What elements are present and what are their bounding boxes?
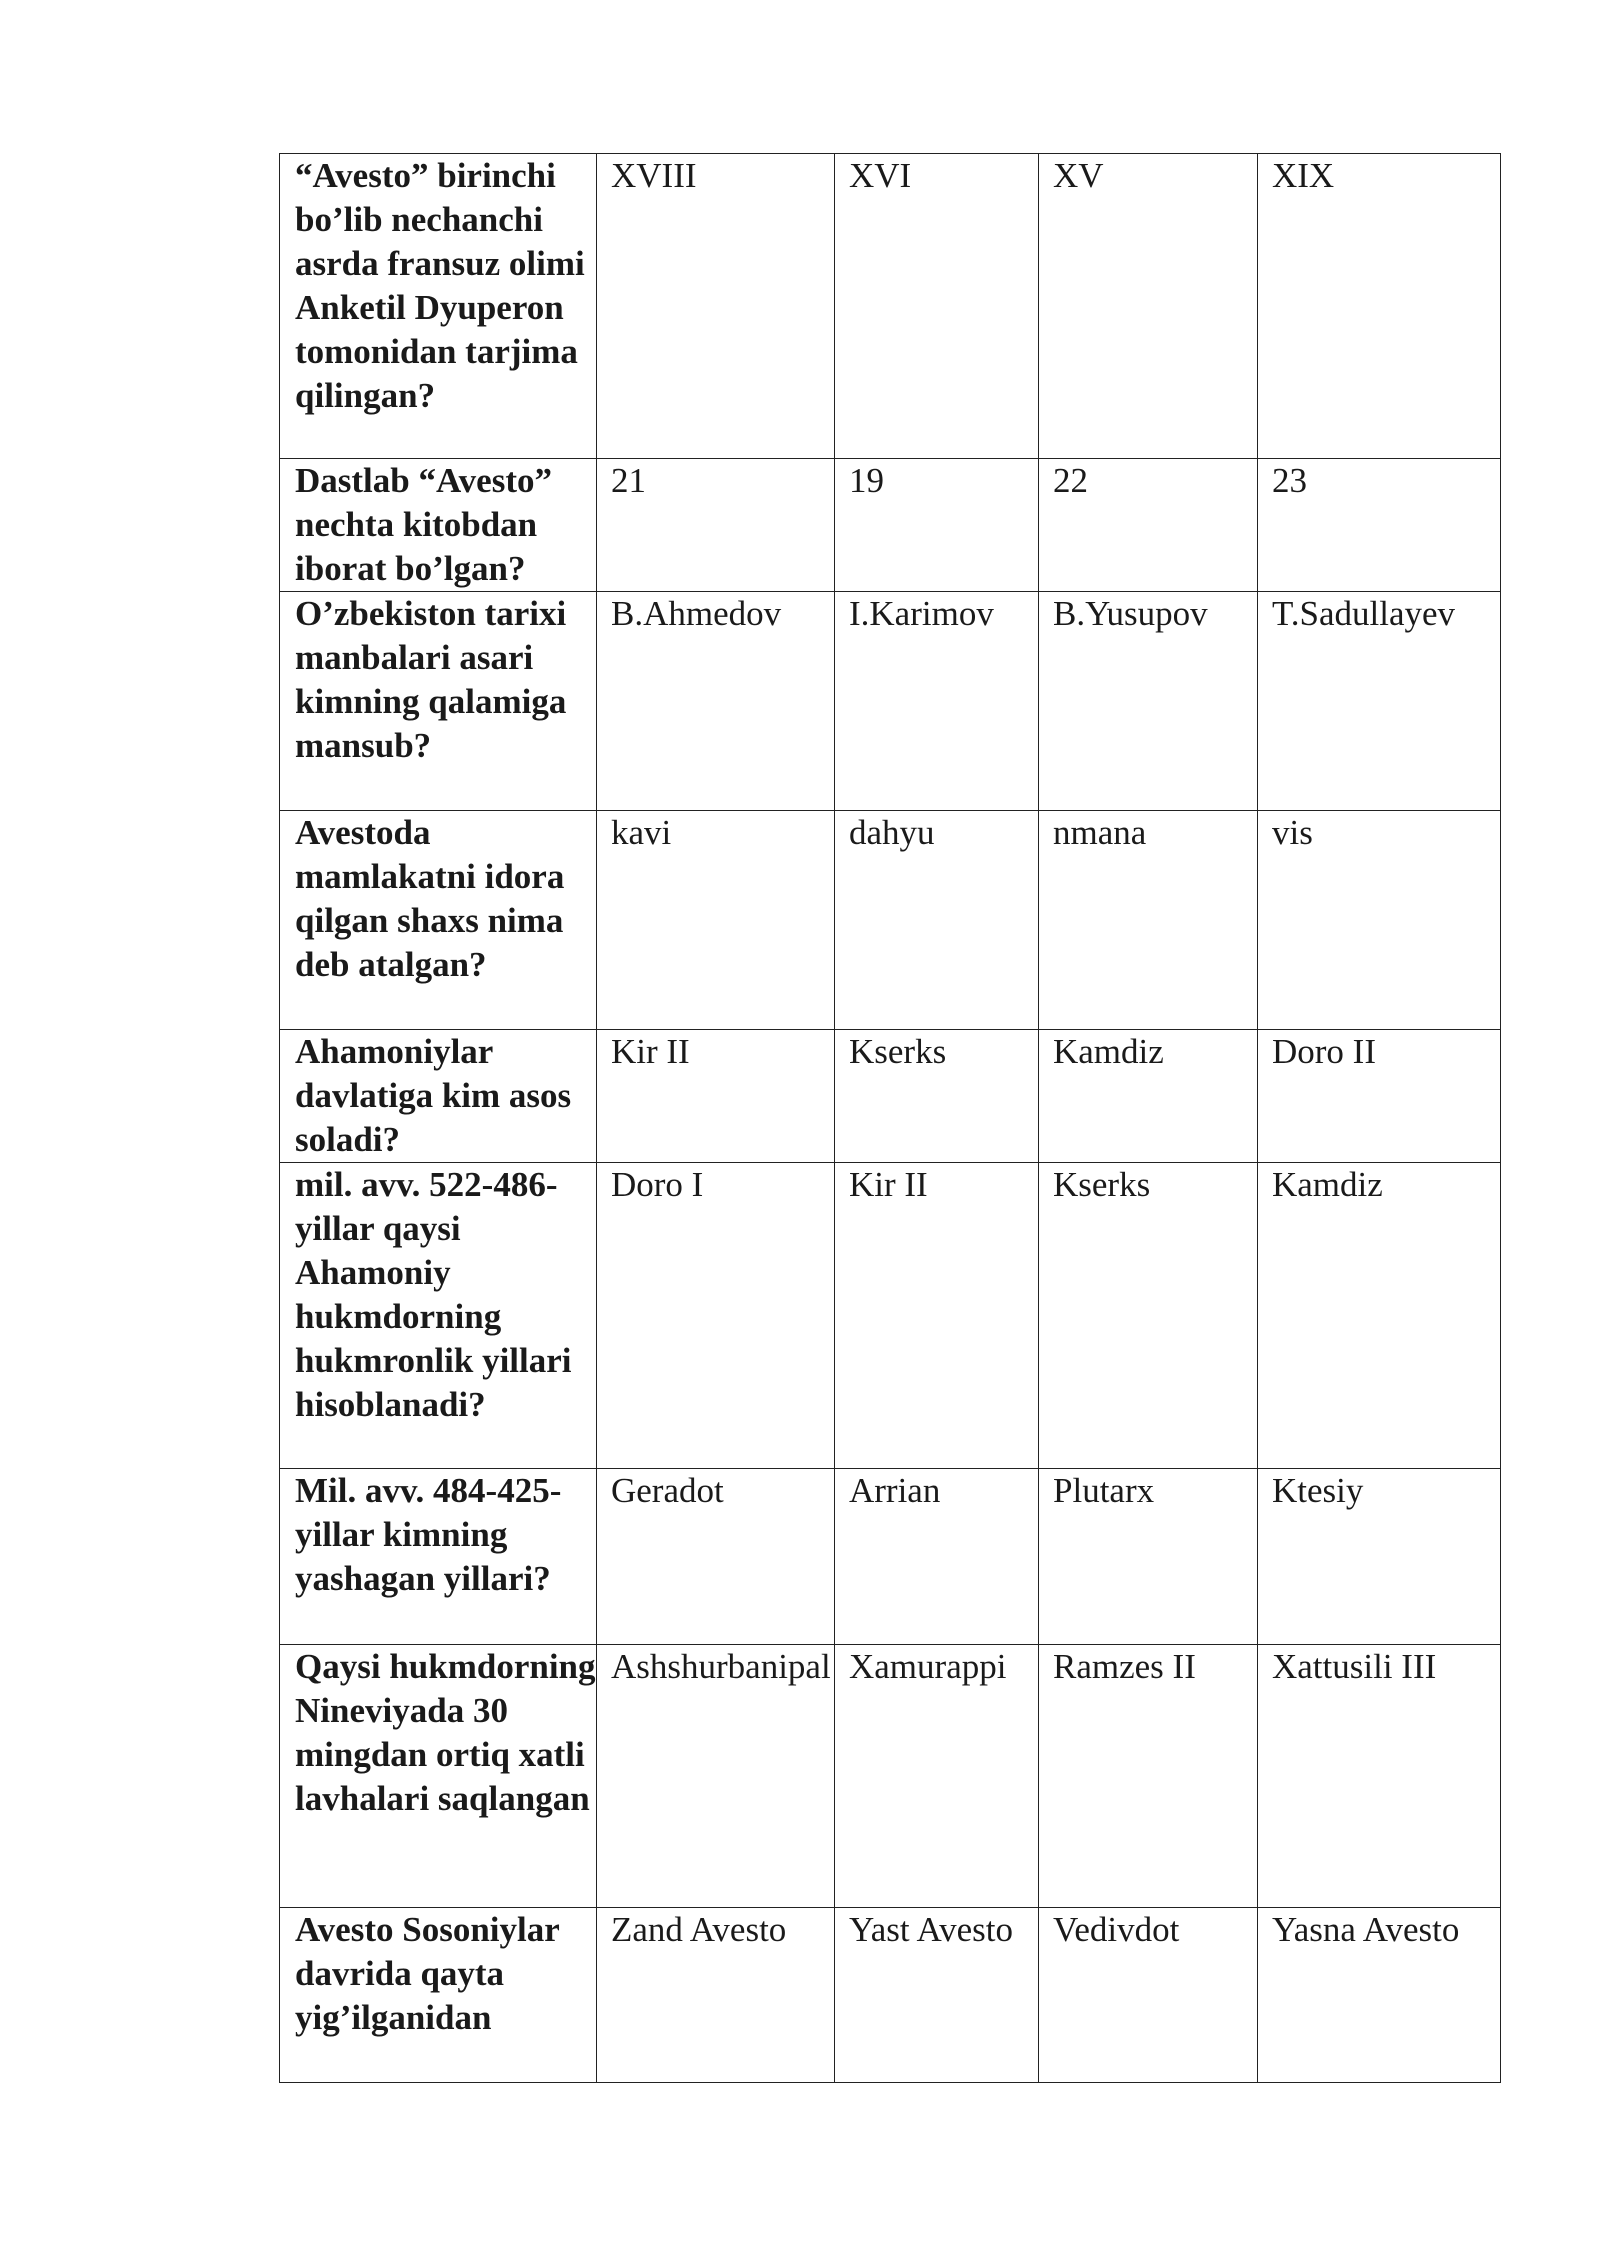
option-d-cell: T.Sadullayev (1258, 592, 1501, 811)
option-c-cell: Ramzes II (1039, 1645, 1258, 1908)
option-c-cell: 22 (1039, 459, 1258, 592)
option-d-cell: XIX (1258, 154, 1501, 459)
question-cell: mil. avv. 522-486-yillar qaysi Ahamoniy hukmdorning hukmronlik yillari hisoblanadi? (280, 1163, 597, 1469)
option-c-cell: XV (1039, 154, 1258, 459)
option-b-cell: Arrian (835, 1469, 1039, 1645)
option-a-cell: Geradot (597, 1469, 835, 1645)
option-b-cell: Xamurappi (835, 1645, 1039, 1908)
option-b-cell: XVI (835, 154, 1039, 459)
option-c-cell: nmana (1039, 811, 1258, 1030)
question-cell: Dastlab “Avesto” nechta kitobdan iborat bo’lgan? (280, 459, 597, 592)
table-row (280, 459, 1501, 592)
table-row (280, 1030, 1501, 1163)
quiz-table-body (280, 154, 1501, 2083)
option-a-cell: Doro I (597, 1163, 835, 1469)
question-cell: Ahamoniylar davlatiga kim asos soladi? (280, 1030, 597, 1163)
question-cell: Avesto Sosoniylar davrida qayta yig’ilganidan (280, 1908, 597, 2083)
option-a-cell: XVIII (597, 154, 835, 459)
option-a-cell: Kir II (597, 1030, 835, 1163)
option-b-cell: Yast Avesto (835, 1908, 1039, 2083)
option-d-cell: Doro II (1258, 1030, 1501, 1163)
option-c-cell: Kserks (1039, 1163, 1258, 1469)
option-b-cell: Kserks (835, 1030, 1039, 1163)
option-d-cell: Yasna Avesto (1258, 1908, 1501, 2083)
option-c-cell: B.Yusupov (1039, 592, 1258, 811)
table-row (280, 1908, 1501, 2083)
question-cell: O’zbekiston tarixi manbalari asari kimning qalamiga mansub? (280, 592, 597, 811)
quiz-table (279, 153, 1501, 2083)
option-d-cell: 23 (1258, 459, 1501, 592)
option-d-cell: vis (1258, 811, 1501, 1030)
table-row (280, 592, 1501, 811)
option-b-cell: I.Karimov (835, 592, 1039, 811)
question-cell: Qaysi hukmdorning Nineviyada 30 mingdan ortiq xatli lavhalari saqlangan (280, 1645, 597, 1908)
option-c-cell: Kamdiz (1039, 1030, 1258, 1163)
question-cell: “Avesto” birinchi bo’lib nechanchi asrda fransuz olimi Anketil Dyuperon tomonidan tarjima qilingan? (280, 154, 597, 459)
table-row (280, 1645, 1501, 1908)
table-row (280, 154, 1501, 459)
option-b-cell: Kir II (835, 1163, 1039, 1469)
option-c-cell: Plutarx (1039, 1469, 1258, 1645)
table-row (280, 811, 1501, 1030)
option-a-cell: kavi (597, 811, 835, 1030)
question-cell: Avestoda mamlakatni idora qilgan shaxs nima deb atalgan? (280, 811, 597, 1030)
option-a-cell: 21 (597, 459, 835, 592)
option-a-cell: Zand Avesto (597, 1908, 835, 2083)
table-row (280, 1163, 1501, 1469)
table-row (280, 1469, 1501, 1645)
option-d-cell: Xattusili III (1258, 1645, 1501, 1908)
option-b-cell: dahyu (835, 811, 1039, 1030)
question-cell: Mil. avv. 484-425-yillar kimning yashagan yillari? (280, 1469, 597, 1645)
option-d-cell: Kamdiz (1258, 1163, 1501, 1469)
option-b-cell: 19 (835, 459, 1039, 592)
option-a-cell: Ashshurbanipal (597, 1645, 835, 1908)
option-d-cell: Ktesiy (1258, 1469, 1501, 1645)
option-a-cell: B.Ahmedov (597, 592, 835, 811)
option-c-cell: Vedivdot (1039, 1908, 1258, 2083)
